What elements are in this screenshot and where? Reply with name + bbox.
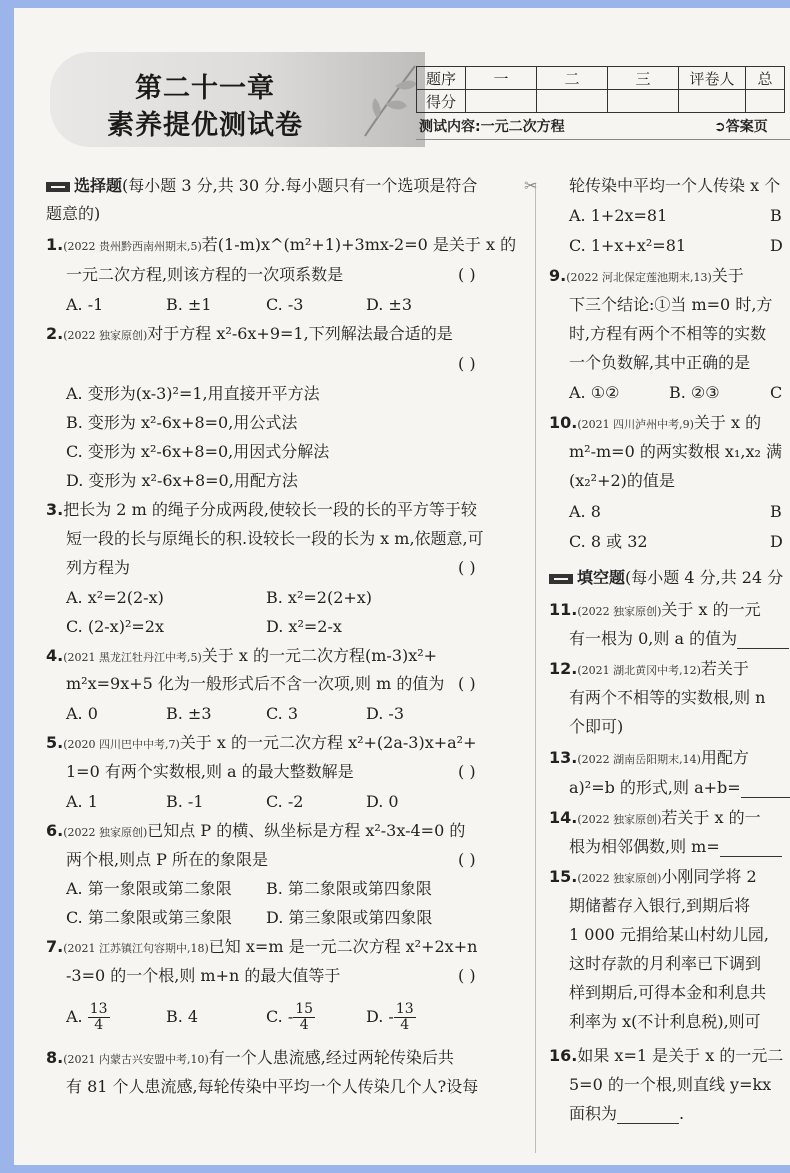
question-15-line3: 1 000 元捐给某山村幼儿园, [569,925,769,944]
question-7-line2: -3=0 的一个根,则 m+n 的最大值等于 [66,966,341,985]
section-tag-icon [549,574,573,584]
answer-blank[interactable] [741,783,790,798]
header-divider [416,139,790,140]
option-d[interactable]: D [770,236,783,255]
option-a[interactable]: A. -1 [66,295,104,314]
question-14-line2: 根为相邻偶数,则 m= [569,837,782,857]
answer-blank[interactable] [617,1109,679,1124]
score-header-cell: 三 [608,67,679,90]
question-4: 4.(2021 黑龙江牡丹江中考,5)关于 x 的一元二次方程(m-3)x²+ [46,646,438,665]
option-c[interactable]: C. 第二象限或第三象限 [66,908,232,927]
question-6: 6.(2022 独家原创)已知点 P 的横、纵坐标是方程 x²-3x-4=0 的 [46,821,466,840]
option-c[interactable]: C. -2 [266,792,304,811]
option-b[interactable]: B. ±3 [166,704,212,723]
question-3: 3.把长为 2 m 的绳子分成两段,使较长一段的长的平方等于较 [46,500,477,519]
question-8-line2: 有 81 个人患流感,每轮传染中平均一个人传染几个人?设每 [66,1077,479,1096]
question-16-line3: 面积为 . [569,1104,685,1123]
question-16: 16.如果 x=1 是关于 x 的一元二 [549,1046,784,1065]
option-c[interactable]: C [770,383,783,402]
option-b[interactable]: B. ±1 [166,295,212,314]
option-c[interactable]: C. 变形为 x²-6x+8=0,用因式分解法 [66,442,330,461]
test-content-label: 测试内容:一元二次方程 [419,119,565,135]
question-8-line3: 轮传染中平均一个人传染 x 个 [569,176,781,195]
question-5-line2: 1=0 有两个实数根,则 a 的最大整数解是 [66,762,354,781]
option-c[interactable]: C. 1+x+x²=81 [569,236,687,255]
question-8: 8.(2021 内蒙古兴安盟中考,10)有一个人患流感,经过两轮传染后共 [46,1048,454,1067]
column-divider [535,183,536,1153]
option-b[interactable]: B. 第二象限或第四象限 [266,879,432,898]
chapter-title: 第二十一章 [135,73,275,104]
option-d[interactable]: D. - $\frac{13}{4}$ [366,1001,414,1033]
question-15-line2: 期储蓄存入银行,到期后将 [569,896,751,915]
question-10-line2: m²-m=0 的两实数根 x₁,x₂ 满 [569,442,782,461]
question-15: 15.(2022 独家原创)小刚同学将 2 [549,867,757,886]
option-a[interactable]: A. 变形为(x-3)²=1,用直接开平方法 [66,384,320,403]
question-14: 14.(2022 独家原创)若关于 x 的一 [549,808,761,827]
answer-page-link[interactable]: ➲答案页 [714,119,768,135]
question-6-line2: 两个根,则点 P 所在的象限是 [66,850,269,869]
score-input-cell[interactable] [679,90,746,113]
question-15-line6: 利率为 x(不计利息税),则可 [569,1012,761,1031]
score-input-cell[interactable] [537,90,608,113]
option-b[interactable]: B. x²=2(2+x) [266,588,373,607]
score-label-cell: 得分 [417,90,466,113]
title-banner [50,52,425,147]
test-title: 素养提优测试卷 [107,110,303,141]
answer-paren[interactable]: ( ) [458,354,476,373]
option-c[interactable]: C. 8 或 32 [569,532,648,551]
option-a[interactable]: A. x²=2(2-x) [66,588,164,607]
question-7: 7.(2021 江苏镇江句容期中,18)已知 x=m 是一元二次方程 x²+2x+n [46,937,478,956]
question-11: 11.(2022 独家原创)关于 x 的一元 [549,600,761,619]
score-header-cell: 总 [746,67,785,90]
question-10-line3: (x₂²+2)的值是 [569,471,675,490]
option-a[interactable]: A. 0 [66,704,98,723]
question-13-line2: a)²=b 的形式,则 a+b= [569,778,790,798]
score-header-cell: 题序 [417,67,466,90]
question-9-line4: 一个负数解,其中正确的是 [569,353,751,372]
option-a[interactable]: A. 1 [66,792,98,811]
option-a[interactable]: A. $\frac{13}{4}$ [66,1001,108,1033]
question-12-line2: 有两个不相等的实数根,则 n [569,688,766,707]
option-b[interactable]: B. 变形为 x²-6x+8=0,用公式法 [66,413,298,432]
option-c[interactable]: C. (2-x)²=2x [66,617,164,636]
question-5: 5.(2020 四川巴中中考,7)关于 x 的一元二次方程 x²+(2a-3)x+a²+ [46,733,477,752]
score-header-cell: 评卷人 [679,67,746,90]
scissors-icon: ✂ [524,176,538,195]
score-input-cell[interactable] [466,90,537,113]
section-tag-icon [46,182,70,192]
question-3-line2: 短一段的长与原绳长的积.设较长一段的长为 x m,依题意,可 [66,529,484,548]
option-d[interactable]: D. 0 [366,792,399,811]
score-table [416,66,785,113]
question-9-line3: 时,方程有两个不相等的实数 [569,324,767,343]
option-c[interactable]: C. - $\frac{15}{4}$ [266,1001,314,1033]
option-a[interactable]: A. 1+2x=81 [569,206,668,225]
question-4-line2: m²x=9x+5 化为一般形式后不含一次项,则 m 的值为 [66,674,445,693]
question-12: 12.(2021 湖北黄冈中考,12)若关于 [549,659,749,678]
option-d[interactable]: D. -3 [366,704,405,723]
option-c[interactable]: C. 3 [266,704,299,723]
answer-paren[interactable]: ( ) [458,966,476,985]
question-1: 1.(2022 贵州黔西南州期末,5)若(1-m)x^(m²+1)+3mx-2=0 是关于 x 的 [46,235,517,254]
score-header-cell: 一 [466,67,537,90]
option-b[interactable]: B. 4 [166,1007,199,1026]
option-a[interactable]: A. ①② [569,383,620,402]
option-b[interactable]: B [770,206,782,225]
section-1-desc: 题意的) [46,204,101,223]
leaf-decoration-icon [355,56,425,144]
question-9: 9.(2022 河北保定莲池期末,13)关于 [549,266,744,285]
answer-paren[interactable]: ( ) [458,762,476,781]
option-d[interactable]: D. x²=2-x [266,617,342,636]
exam-page [14,8,790,1165]
option-d[interactable]: D [770,532,783,551]
answer-paren[interactable]: ( ) [458,558,476,577]
question-15-line4: 这时存款的月利率已下调到 [569,954,762,973]
question-12-line3: 个即可) [569,717,624,736]
score-input-cell[interactable] [608,90,679,113]
option-d[interactable]: D. ±3 [366,295,413,314]
option-b[interactable]: B [770,502,782,521]
option-a[interactable]: A. 8 [569,502,601,521]
question-15-line5: 样到期后,可得本金和利息共 [569,983,767,1002]
question-2: 2.(2022 独家原创)对于方程 x²-6x+9=1,下列解法最合适的是 [46,324,453,343]
question-3-line3: 列方程为 [66,558,131,577]
score-header-cell: 二 [537,67,608,90]
option-c[interactable]: C. -3 [266,295,304,314]
answer-paren[interactable]: ( ) [458,850,476,869]
question-13: 13.(2022 湖南岳阳期末,14)用配方 [549,748,749,767]
answer-paren[interactable]: ( ) [458,674,476,693]
option-d[interactable]: D. 变形为 x²-6x+8=0,用配方法 [66,471,298,490]
question-16-line2: 5=0 的一个根,则直线 y=kx [569,1075,772,1094]
section-1-heading: 选择题(每小题 3 分,共 30 分.每小题只有一个选项是符合 [46,176,477,196]
option-d[interactable]: D. 第三象限或第四象限 [266,908,433,927]
answer-blank[interactable] [720,842,782,857]
question-9-line2: 下三个结论:①当 m=0 时,方 [569,295,773,314]
answer-blank[interactable] [737,634,789,649]
option-a[interactable]: A. 第一象限或第二象限 [66,879,232,898]
question-11-line2: 有一根为 0,则 a 的值为 [569,629,789,649]
question-1-line2: 一元二次方程,则该方程的一次项系数是 [66,265,344,284]
section-2-heading: 填空题(每小题 4 分,共 24 分 [549,568,783,588]
score-input-cell[interactable] [746,90,785,113]
option-b[interactable]: B. -1 [166,792,204,811]
question-10: 10.(2021 四川泸州中考,9)关于 x 的 [549,413,762,432]
option-b[interactable]: B. ②③ [669,383,720,402]
answer-paren[interactable]: ( ) [458,265,476,284]
